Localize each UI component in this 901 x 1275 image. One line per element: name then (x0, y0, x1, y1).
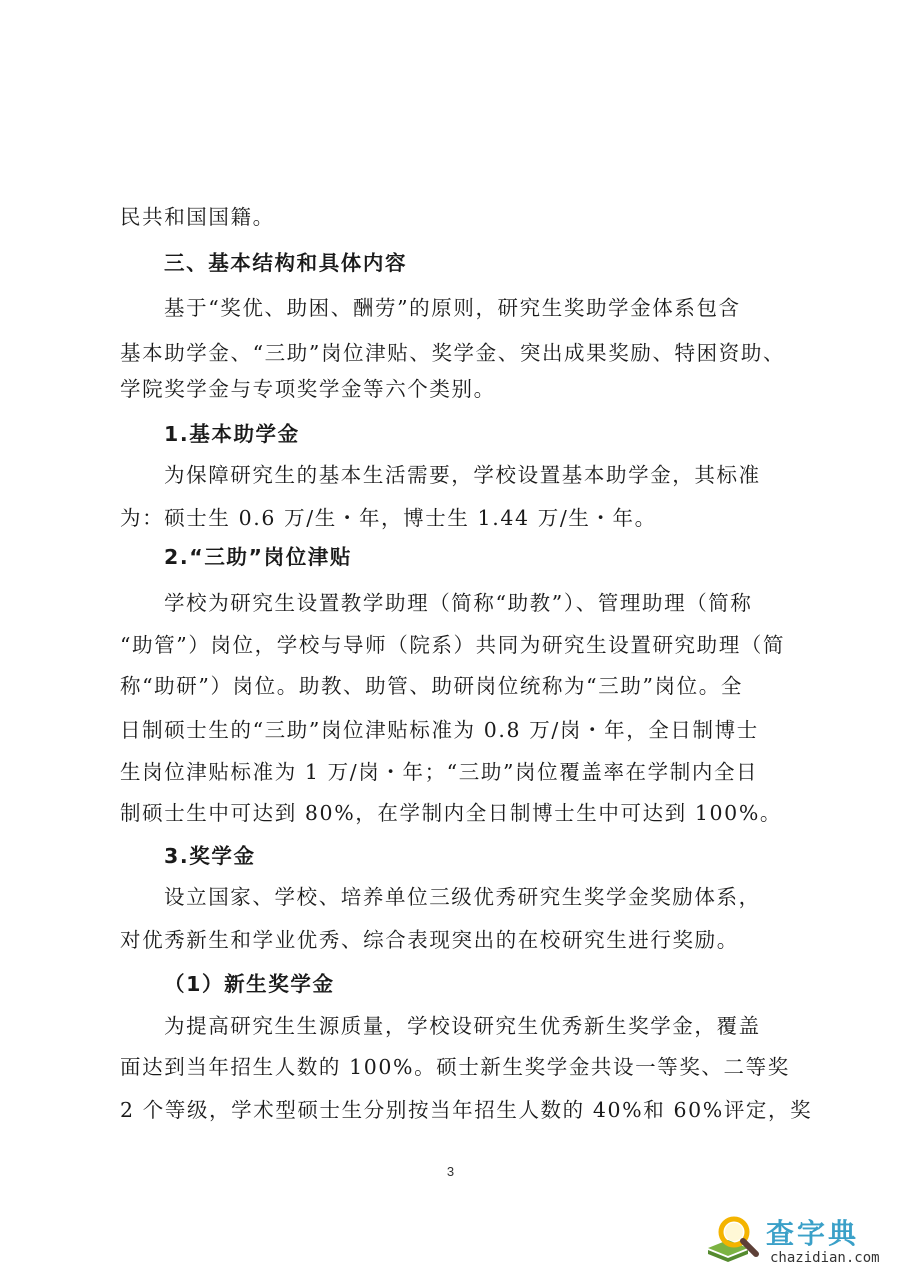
magnifier-book-icon (704, 1210, 764, 1270)
paragraph-line: 学校为研究生设置教学助理（简称“助教”）、管理助理（简称 (164, 591, 753, 615)
subsection-heading: 2.“三助”岗位津贴 (164, 545, 352, 569)
paragraph-line: 为提高研究生生源质量，学校设研究生优秀新生奖学金，覆盖 (164, 1014, 761, 1038)
paragraph-line: 基于“奖优、助困、酬劳”的原则，研究生奖助学金体系包含 (164, 296, 741, 320)
section-heading: 三、基本结构和具体内容 (164, 251, 408, 275)
paragraph-line: 基本助学金、“三助”岗位津贴、奖学金、突出成果奖励、特困资助、 (120, 341, 786, 365)
paragraph-line: 面达到当年招生人数的 100%。硕士新生奖学金共设一等奖、二等奖 (120, 1055, 790, 1079)
watermark-logo (700, 1206, 896, 1272)
subsection-heading: 3.奖学金 (164, 844, 256, 868)
paragraph-line: 制硕士生中可达到 80%，在学制内全日制博士生中可达到 100%。 (120, 801, 783, 825)
paragraph-line: 2 个等级，学术型硕士生分别按当年招生人数的 40%和 60%评定，奖 (120, 1098, 813, 1122)
paragraph-line: 生岗位津贴标准为 1 万/岗・年；“三助”岗位覆盖率在学制内全日 (120, 760, 759, 784)
watermark-url: chazidian.com (770, 1250, 880, 1266)
paragraph-line: 对优秀新生和学业优秀、综合表现突出的在校研究生进行奖励。 (120, 928, 739, 952)
paragraph-line: 日制硕士生的“三助”岗位津贴标准为 0.8 万/岗・年，全日制博士 (120, 718, 759, 742)
paragraph-line: “助管”）岗位，学校与导师（院系）共同为研究生设置研究助理（简 (120, 633, 786, 657)
paragraph-line: 为保障研究生的基本生活需要，学校设置基本助学金，其标准 (164, 463, 761, 487)
subsection-heading: 1.基本助学金 (164, 422, 300, 446)
paragraph-line: 学院奖学金与专项奖学金等六个类别。 (120, 377, 496, 401)
paragraph-line: 为：硕士生 0.6 万/生・年，博士生 1.44 万/生・年。 (120, 506, 657, 530)
subsection-heading: （1）新生奖学金 (164, 972, 335, 996)
paragraph-line: 设立国家、学校、培养单位三级优秀研究生奖学金奖励体系， (164, 885, 761, 909)
paragraph-line: 民共和国国籍。 (120, 205, 275, 229)
page-number: 3 (446, 1164, 455, 1179)
paragraph-line: 称“助研”）岗位。助教、助管、助研岗位统称为“三助”岗位。全 (120, 674, 743, 698)
watermark-title: 查字典 (766, 1217, 860, 1250)
